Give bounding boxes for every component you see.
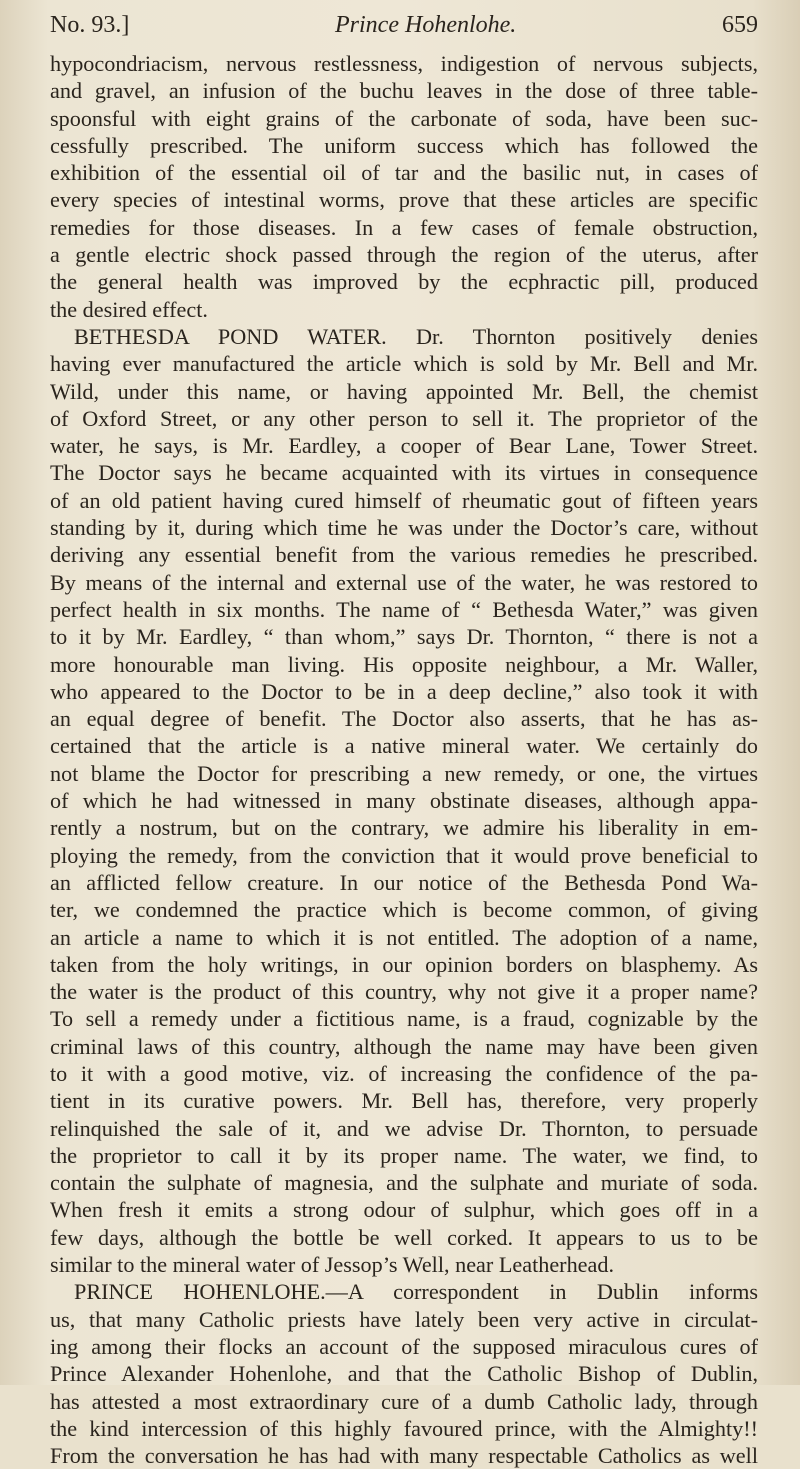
text-line: tient in its curative powers. Mr. Bell has, therefore, very properly (50, 1088, 758, 1114)
text-line: criminal laws of this country, although the name may have been given (50, 1033, 758, 1059)
issue-number: No. 93.] (50, 12, 130, 38)
text-line: a gentle electric shock passed through the region of the uterus, after (50, 242, 758, 268)
text-line: to it with a good motive, viz. of increasing the confidence of the pa- (50, 1060, 758, 1086)
text-line: more honourable man living. His opposite neighbour, a Mr. Waller, (50, 651, 758, 677)
text-line: deriving any essential benefit from the various remedies he prescribed. (50, 542, 758, 568)
text-line: and gravel, an infusion of the buchu leaves in the dose of three table- (50, 78, 758, 104)
running-header (50, 12, 758, 44)
text-line: an afflicted fellow creature. In our notice of the Bethesda Pond Wa- (50, 869, 758, 895)
text-line: PRINCE HOHENLOHE.—A correspondent in Dublin informs (74, 1279, 758, 1305)
text-line: BETHESDA POND WATER. Dr. Thornton positively denies (74, 323, 758, 349)
text-line: To sell a remedy under a fictitious name, is a fraud, cognizable by the (50, 1006, 758, 1032)
page-number: 659 (721, 12, 758, 38)
text-line: ploying the remedy, from the conviction that it would prove beneficial to (50, 842, 758, 868)
text-line: having ever manufactured the article which is sold by Mr. Bell and Mr. (50, 351, 758, 377)
text-line: taken from the holy writings, in our opinion borders on blasphemy. As (50, 951, 758, 977)
text-line: From the conversation he has had with many respectable Catholics as well (50, 1443, 758, 1469)
text-line: Prince Alexander Hohenlohe, and that the Catholic Bishop of Dublin, (50, 1361, 758, 1387)
text-line: relinquished the sale of it, and we advise Dr. Thornton, to persuade (50, 1115, 758, 1141)
text-line: ter, we condemned the practice which is become common, of giving (50, 897, 758, 923)
text-line: perfect health in six months. The name of “ Bethesda Water,” was given (50, 596, 758, 622)
text-line: an article a name to which it is not entitled. The adoption of a name, (50, 924, 758, 950)
text-line: water, he says, is Mr. Eardley, a cooper of Bear Lane, Tower Street. (50, 433, 758, 459)
running-title: Prince Hohenlohe. (335, 12, 517, 38)
text-line: the desired effect. (50, 296, 208, 322)
text-line: By means of the internal and external use of the water, he was restored to (50, 569, 758, 595)
text-line: of Oxford Street, or any other person to sell it. The proprietor of the (50, 405, 758, 431)
text-line: exhibition of the essential oil of tar and the basilic nut, in cases of (50, 160, 758, 186)
text-line: ing among their flocks an account of the supposed miraculous cures of (50, 1333, 758, 1359)
text-line: has attested a most extraordinary cure of a dumb Catholic lady, through (50, 1388, 758, 1414)
text-line: not blame the Doctor for prescribing a new remedy, or one, the virtues (50, 760, 758, 786)
text-line: every species of intestinal worms, prove that these articles are specific (50, 187, 758, 213)
text-line: certained that the article is a native mineral water. We certainly do (50, 733, 758, 759)
text-line: Wild, under this name, or having appointed Mr. Bell, the chemist (50, 378, 758, 404)
text-line: rently a nostrum, but on the contrary, we admire his liberality in em- (50, 815, 758, 841)
text-line: who appeared to the Doctor to be in a deep decline,” also took it with (50, 678, 758, 704)
text-line: few days, although the bottle be well corked. It appears to us to be (50, 1224, 758, 1250)
text-line: spoonsful with eight grains of the carbonate of soda, have been suc- (50, 105, 758, 131)
text-line: hypocondriacism, nervous restlessness, indigestion of nervous subjects, (50, 51, 758, 76)
text-line: an equal degree of benefit. The Doctor also asserts, that he has as- (50, 706, 758, 732)
text-line: contain the sulphate of magnesia, and the sulphate and muriate of soda. (50, 1170, 758, 1196)
text-line: the water is the product of this country, why not give it a proper name? (50, 979, 758, 1005)
text-line: the proprietor to call it by its proper name. The water, we find, to (50, 1142, 758, 1168)
text-line: the general health was improved by the ecphractic pill, produced (50, 269, 758, 295)
text-line: cessfully prescribed. The uniform success which has followed the (50, 132, 758, 158)
text-line: The Doctor says he became acquainted with its virtues in consequence (50, 460, 758, 486)
text-line: standing by it, during which time he was under the Doctor’s care, without (50, 515, 758, 541)
text-line: of an old patient having cured himself of rheumatic gout of fifteen years (50, 487, 758, 513)
text-line: the kind intercession of this highly favoured prince, with the Almighty!! (50, 1415, 758, 1441)
body-text (50, 50, 758, 1469)
text-line: of which he had witnessed in many obstinate diseases, although appa- (50, 788, 758, 814)
text-line: similar to the mineral water of Jessop’s Well, near Leatherhead. (50, 1252, 615, 1278)
text-line: When fresh it emits a strong odour of sulphur, which goes off in a (50, 1197, 758, 1223)
text-line: remedies for those diseases. In a few cases of female obstruction, (50, 214, 758, 240)
text-line: to it by Mr. Eardley, “ than whom,” says Dr. Thornton, “ there is not a (50, 624, 758, 650)
text-line: us, that many Catholic priests have lately been very active in circulat- (50, 1306, 758, 1332)
